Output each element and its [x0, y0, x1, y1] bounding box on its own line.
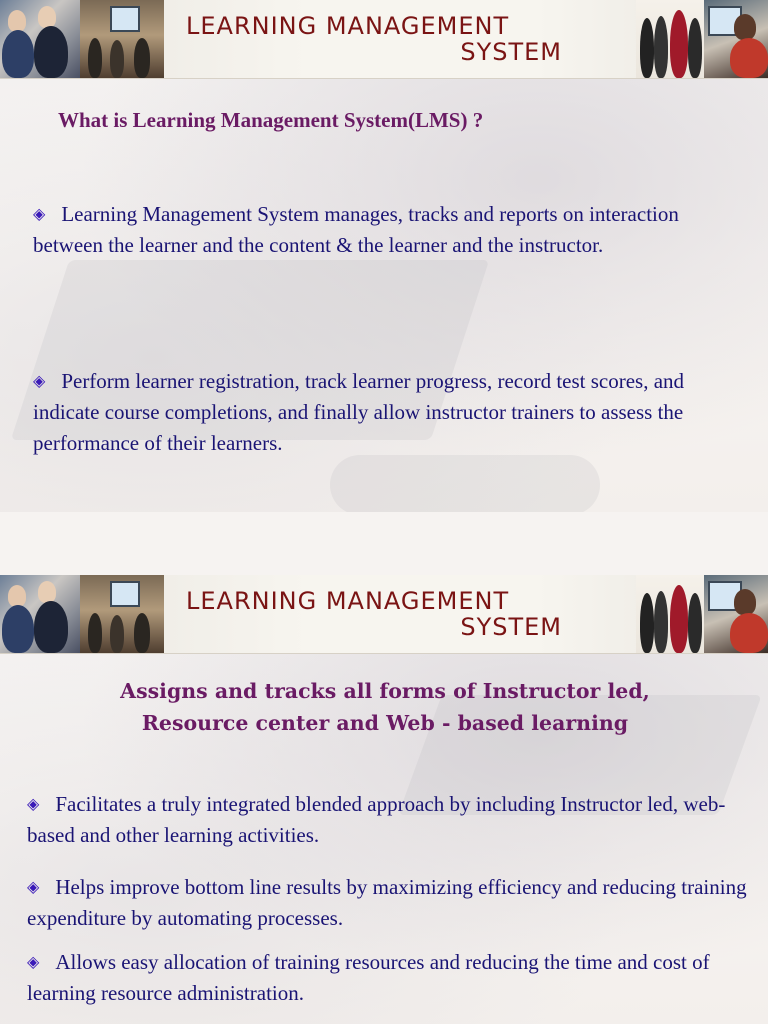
banner-photo-computer — [704, 0, 768, 78]
bullet-text: Helps improve bottom line results by maximizing efficiency and reducing training expenditure by automating processes. — [27, 875, 747, 930]
bullet-item — [27, 872, 747, 934]
slide-2-heading — [40, 675, 730, 739]
banner-title-line2: SYSTEM — [460, 613, 562, 641]
bullet-text: Perform learner registration, track learner progress, record test scores, and indicate course completions, and finally allow instructor trainers to assess the performance of their learners. — [33, 369, 685, 455]
banner-photo-group — [636, 0, 704, 78]
banner-title-line2: SYSTEM — [460, 38, 562, 66]
banner-photo-computer — [704, 575, 768, 653]
bullet-item — [33, 366, 743, 459]
bullet-text: Learning Management System manages, tracks and reports on interaction between the learner and the content & the learner and the instructor. — [33, 202, 679, 257]
background-device — [330, 455, 600, 512]
diamond-bullet-icon: ◈ — [27, 879, 40, 896]
bullet-item — [33, 199, 743, 261]
banner-photo-team — [0, 0, 80, 78]
diamond-bullet-icon: ◈ — [33, 206, 46, 223]
bullet-text: Facilitates a truly integrated blended approach by including Instructor led, web-based and other learning activities. — [27, 792, 726, 847]
banner-photo-classroom — [80, 0, 164, 78]
banner-photo-team — [0, 575, 80, 653]
banner-title-line1: LEARNING MANAGEMENT — [186, 12, 510, 40]
slide-2-heading-line2: Resource center and Web - based learning — [141, 711, 629, 735]
banner-title — [186, 14, 566, 64]
banner-photo-group — [636, 575, 704, 653]
diamond-bullet-icon: ◈ — [33, 373, 46, 390]
banner — [0, 0, 768, 79]
banner-title-line1: LEARNING MANAGEMENT — [186, 587, 510, 615]
bullet-item — [27, 947, 747, 1009]
slide-2 — [0, 575, 768, 1024]
slide-1-heading: What is Learning Management System(LMS) ? — [58, 108, 484, 132]
diamond-bullet-icon: ◈ — [27, 796, 40, 813]
diamond-bullet-icon: ◈ — [27, 954, 40, 971]
slide-gap — [0, 512, 768, 575]
banner — [0, 575, 768, 654]
slide-2-heading-line1: Assigns and tracks all forms of Instructor led, — [120, 679, 650, 703]
bullet-item — [27, 789, 747, 851]
banner-photo-classroom — [80, 575, 164, 653]
bullet-text: Allows easy allocation of training resources and reducing the time and cost of learning resource administration. — [27, 950, 710, 1005]
banner-title — [186, 589, 566, 639]
